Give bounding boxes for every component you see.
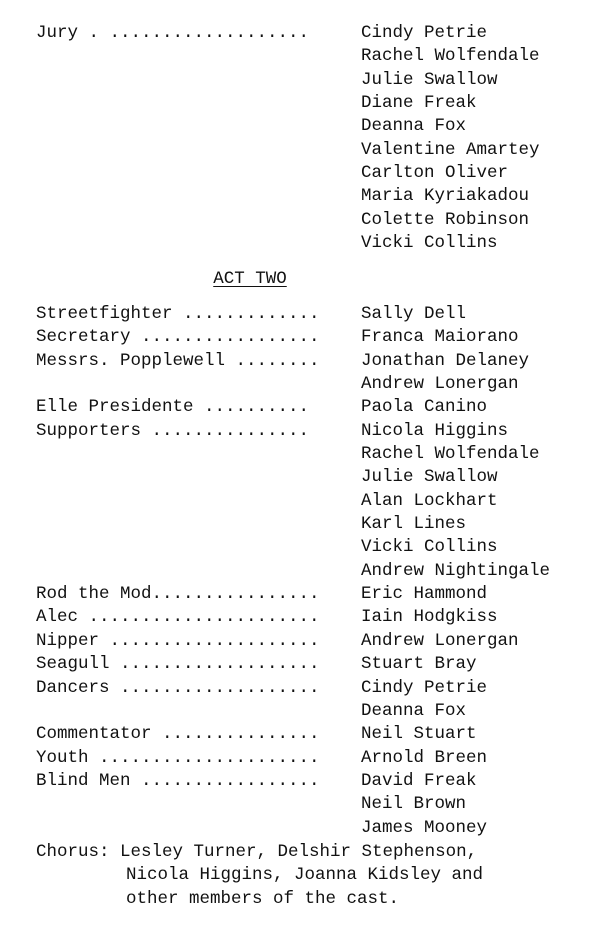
role-name: Commentator ............... <box>36 724 320 745</box>
role-name: Alec ...................... <box>36 607 320 628</box>
chorus-line: Chorus: Lesley Turner, Delshir Stephenson, <box>36 842 478 862</box>
role-name: Jury . ................... <box>36 23 310 43</box>
actor-name: Paola Canino <box>361 397 488 418</box>
role-name: Streetfighter ............. <box>36 304 320 324</box>
actor-name: Vicki Collins <box>361 233 498 254</box>
role-name: Dancers ................... <box>36 677 320 698</box>
actor-name: James Mooney <box>361 817 488 838</box>
role-name: Nipper .................... <box>36 630 320 651</box>
actor-name: Arnold Breen <box>361 747 488 768</box>
actor-name: Diane Freak <box>361 93 477 114</box>
actor-name: Andrew Lonergan <box>361 630 519 651</box>
actor-name: Maria Kyriakadou <box>361 186 530 207</box>
actor-name: David Freak <box>361 770 477 791</box>
actor-name: Neil Brown <box>361 794 467 815</box>
chorus-line: other members of the cast. <box>126 888 400 909</box>
role-name: Messrs. Popplewell ........ <box>36 350 320 371</box>
actor-name: Deanna Fox <box>361 700 467 721</box>
actor-name: Carlton Oliver <box>361 163 509 184</box>
actor-name: Jonathan Delaney <box>361 350 530 371</box>
role-name: Elle Presidente .......... <box>36 397 310 418</box>
actor-name: Rachel Wolfendale <box>361 46 540 67</box>
actor-name: Cindy Petrie <box>361 23 488 43</box>
actor-name: Colette Robinson <box>361 209 530 230</box>
actor-name: Julie Swallow <box>361 467 498 488</box>
role-name: Secretary ................. <box>36 327 320 348</box>
actor-name: Neil Stuart <box>361 724 477 745</box>
actor-name: Nicola Higgins <box>361 420 509 441</box>
actor-name: Eric Hammond <box>361 584 488 605</box>
role-name: Youth ..................... <box>36 747 320 768</box>
act-two-heading: ACT TWO <box>213 269 287 289</box>
actor-name: Franca Maiorano <box>361 327 519 348</box>
actor-name: Karl Lines <box>361 514 467 535</box>
actor-name: Julie Swallow <box>361 69 498 90</box>
role-name: Rod the Mod................ <box>36 584 320 605</box>
chorus-line: Nicola Higgins, Joanna Kidsley and <box>126 865 484 886</box>
actor-name: Andrew Lonergan <box>361 374 519 395</box>
role-name: Seagull ................... <box>36 654 320 675</box>
actor-name: Iain Hodgkiss <box>361 607 498 628</box>
actor-name: Sally Dell <box>361 304 467 324</box>
actor-name: Andrew Nightingale <box>361 560 551 581</box>
actor-name: Rachel Wolfendale <box>361 444 540 465</box>
actor-name: Vicki Collins <box>361 537 498 558</box>
actor-name: Deanna Fox <box>361 116 467 137</box>
actor-name: Valentine Amartey <box>361 139 540 160</box>
actor-name: Stuart Bray <box>361 654 477 675</box>
actor-name: Alan Lockhart <box>361 490 498 511</box>
role-name: Supporters ............... <box>36 420 310 441</box>
actor-name: Cindy Petrie <box>361 677 488 698</box>
role-name: Blind Men ................. <box>36 770 320 791</box>
chorus-note <box>36 841 483 911</box>
